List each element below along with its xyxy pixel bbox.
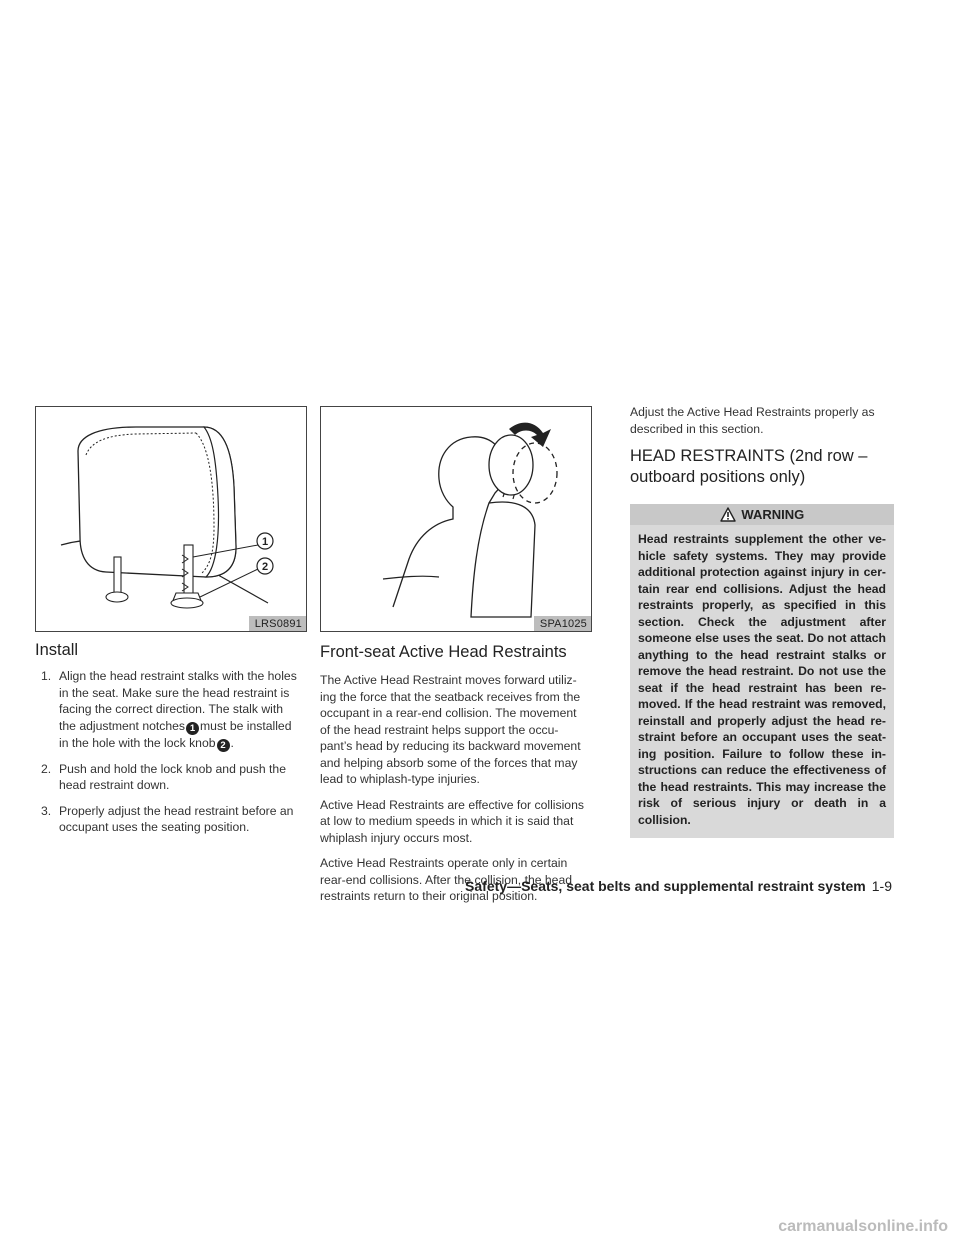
head-restraint-illustration — [36, 407, 308, 633]
step-number: 3. — [41, 803, 52, 818]
install-step-3 — [35, 803, 299, 836]
callout-2-icon: 2 — [217, 739, 230, 752]
step-number: 2. — [41, 761, 52, 776]
page-footer — [465, 878, 892, 894]
install-heading: Install — [35, 641, 79, 659]
install-step-2 — [35, 761, 299, 794]
rear-heading: HEAD RESTRAINTS (2nd row – outboard positions only) — [630, 447, 868, 486]
step-text: Properly adjust the head restraint before an occupant uses the seating position. — [59, 803, 294, 834]
column-install — [35, 406, 302, 845]
active-heading: Front-seat Active Head Restraints — [320, 643, 567, 661]
active-paragraph-2: Active Head Restraints are effective for collisions at low to medium speeds in which it is said that whiplash injury occurs most. — [320, 797, 584, 845]
step-text: Push and hold the lock knob and push the head restraint down. — [59, 761, 286, 792]
warning-box — [630, 504, 894, 838]
step-text: Align the head restraint stalks with the holes in the seat. Make sure the head restraint is facing the correct direction. The stalk with the adjustment notches — [59, 669, 297, 733]
rear-intro: Adjust the Active Head Restraints properly as described in this section. — [630, 405, 875, 436]
warning-triangle-icon — [720, 507, 742, 522]
warning-header — [630, 504, 894, 525]
column-active-head-restraints — [320, 406, 587, 914]
step-text: . — [230, 735, 234, 750]
watermark: carmanualsonline.info — [0, 1212, 960, 1242]
figure-code: LRS0891 — [249, 616, 306, 631]
callout-1: 1 — [261, 536, 269, 548]
step-number: 1. — [41, 669, 52, 683]
active-paragraph-1: The Active Head Restraint moves forward utiliz-ing the force that the seatback receives from the occupant in a rear-end collision. The movement of the head restraint helps support the occu-pant’s head by reducing its backward movement and helping absorb some of the forces that may lead to whiplash-type injuries. — [320, 673, 581, 786]
footer-section-title: Safety—Seats, seat belts and supplemental restraint system — [465, 878, 866, 894]
install-step-1 — [35, 668, 299, 752]
occupant-head-restraint-illustration — [321, 407, 593, 633]
callout-2: 2 — [261, 561, 269, 573]
column-rear-head-restraints — [630, 404, 894, 838]
callout-1-icon: 1 — [186, 722, 199, 735]
figure-active-head-restraint — [320, 406, 592, 632]
step-text: must be installed in the hole with the lock knob — [59, 718, 292, 750]
warning-text: Head restraints supplement the other ve-hicle safety systems. They may provide additional protection against injury in cer-tain rear end collisions. Adjust the head restraints properly, as specified in this section. Check the adjustment after someone else uses the seat. Do not attach anything to the head restraint stalks or remove the head restraint. Do not use the seat if the head restraint has been re-moved. If the head restraint was removed, reinstall and properly adjust the head re-straint before an occupant uses the seat-ing position. Failure to follow these in-structions can reduce the effectiveness of the head restraints. This may increase the risk of serious injury or death in a collision. — [638, 532, 886, 827]
warning-title: WARNING — [741, 507, 805, 522]
figure-head-restraint-install — [35, 406, 307, 632]
page-number: 1-9 — [871, 878, 892, 894]
figure-code: SPA1025 — [534, 616, 591, 631]
install-steps — [35, 668, 299, 836]
active-paragraph-3: Active Head Restraints operate only in certain rear-end collisions. After the collision, the head restraints return to their original position. — [320, 856, 573, 903]
